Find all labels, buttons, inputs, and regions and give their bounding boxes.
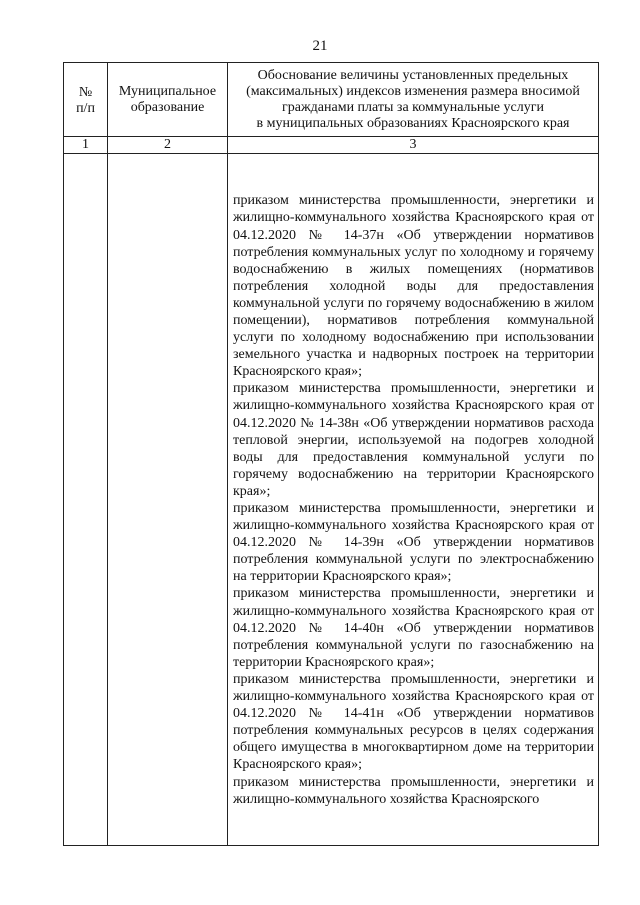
header-line: в муниципальных образованиях Красноярского края [256, 115, 570, 131]
header-justification-label [228, 66, 598, 134]
column-index-3: 3 [228, 137, 599, 154]
column-index-row [64, 137, 599, 154]
order-paragraph: приказом министерства промышленности, энергетики и жилищно-коммунального хозяйства Красноярского края от 04.12.2020 № 14-40н «Об утверждении нормативов потребления коммунальной услуги по газоснабжению на территории Красноярского края»; [233, 586, 594, 670]
page-number: 21 [312, 38, 328, 54]
order-paragraph: приказом министерства промышленности, энергетики и жилищно-коммунального хозяйства Красноярского [233, 774, 594, 807]
column-index-1: 1 [64, 137, 108, 154]
header-line: гражданами платы за коммунальные услуги [282, 99, 544, 115]
order-paragraph: приказом министерства промышленности, энергетики и жилищно-коммунального хозяйства Красноярского края от 04.12.2020 № 14-41н «Об утверждении нормативов потребления коммунальных ресурсов в целях содержания общего имущества в многоквартирном доме на территории Красноярского края»; [233, 671, 594, 773]
header-number [64, 63, 108, 137]
row-municipality-cell [108, 154, 228, 846]
header-municipality [108, 63, 228, 137]
header-justification [228, 63, 599, 137]
header-line: Обоснование величины установленных предельных [257, 67, 569, 83]
order-paragraph: приказом министерства промышленности, энергетики и жилищно-коммунального хозяйства Красноярского края от 04.12.2020 № 14-38н «Об утверждении нормативов расхода тепловой энергии, используемой на подогрев холодной воды для предоставления коммунальной услуги по горячему водоснабжению на территории Красноярского края»; [233, 381, 594, 499]
header-line: (максимальных) индексов изменения размера вносимой [246, 83, 580, 99]
row-number-cell [64, 154, 108, 846]
table-header-row [64, 63, 599, 137]
order-paragraph: приказом министерства промышленности, энергетики и жилищно-коммунального хозяйства Красноярского края от 04.12.2020 № 14-39н «Об утверждении нормативов потребления коммунальной услуги по электроснабжению на территории Красноярского края»; [233, 501, 594, 585]
row-justification-cell [228, 154, 599, 846]
header-number-label: № п/п [76, 84, 95, 116]
header-municipality-label: Муниципальное образование [118, 83, 217, 115]
order-paragraph: приказом министерства промышленности, энергетики и жилищно-коммунального хозяйства Красноярского края от 04.12.2020 № 14-37н «Об утверждении нормативов потребления коммунальных услуг по холодному и горячему водоснабжению в жилых помещениях (нормативов потребления холодной воды для предоставления коммунальной услуги по горячему водоснабжению в жилом помещении), нормативов потребления коммунальной услуги по холодному водоснабжению при использовании земельного участка и надворных построек на территории Красноярского края»; [233, 193, 594, 380]
column-index-2: 2 [108, 137, 228, 154]
table-row [64, 154, 599, 846]
justification-table [63, 62, 599, 846]
